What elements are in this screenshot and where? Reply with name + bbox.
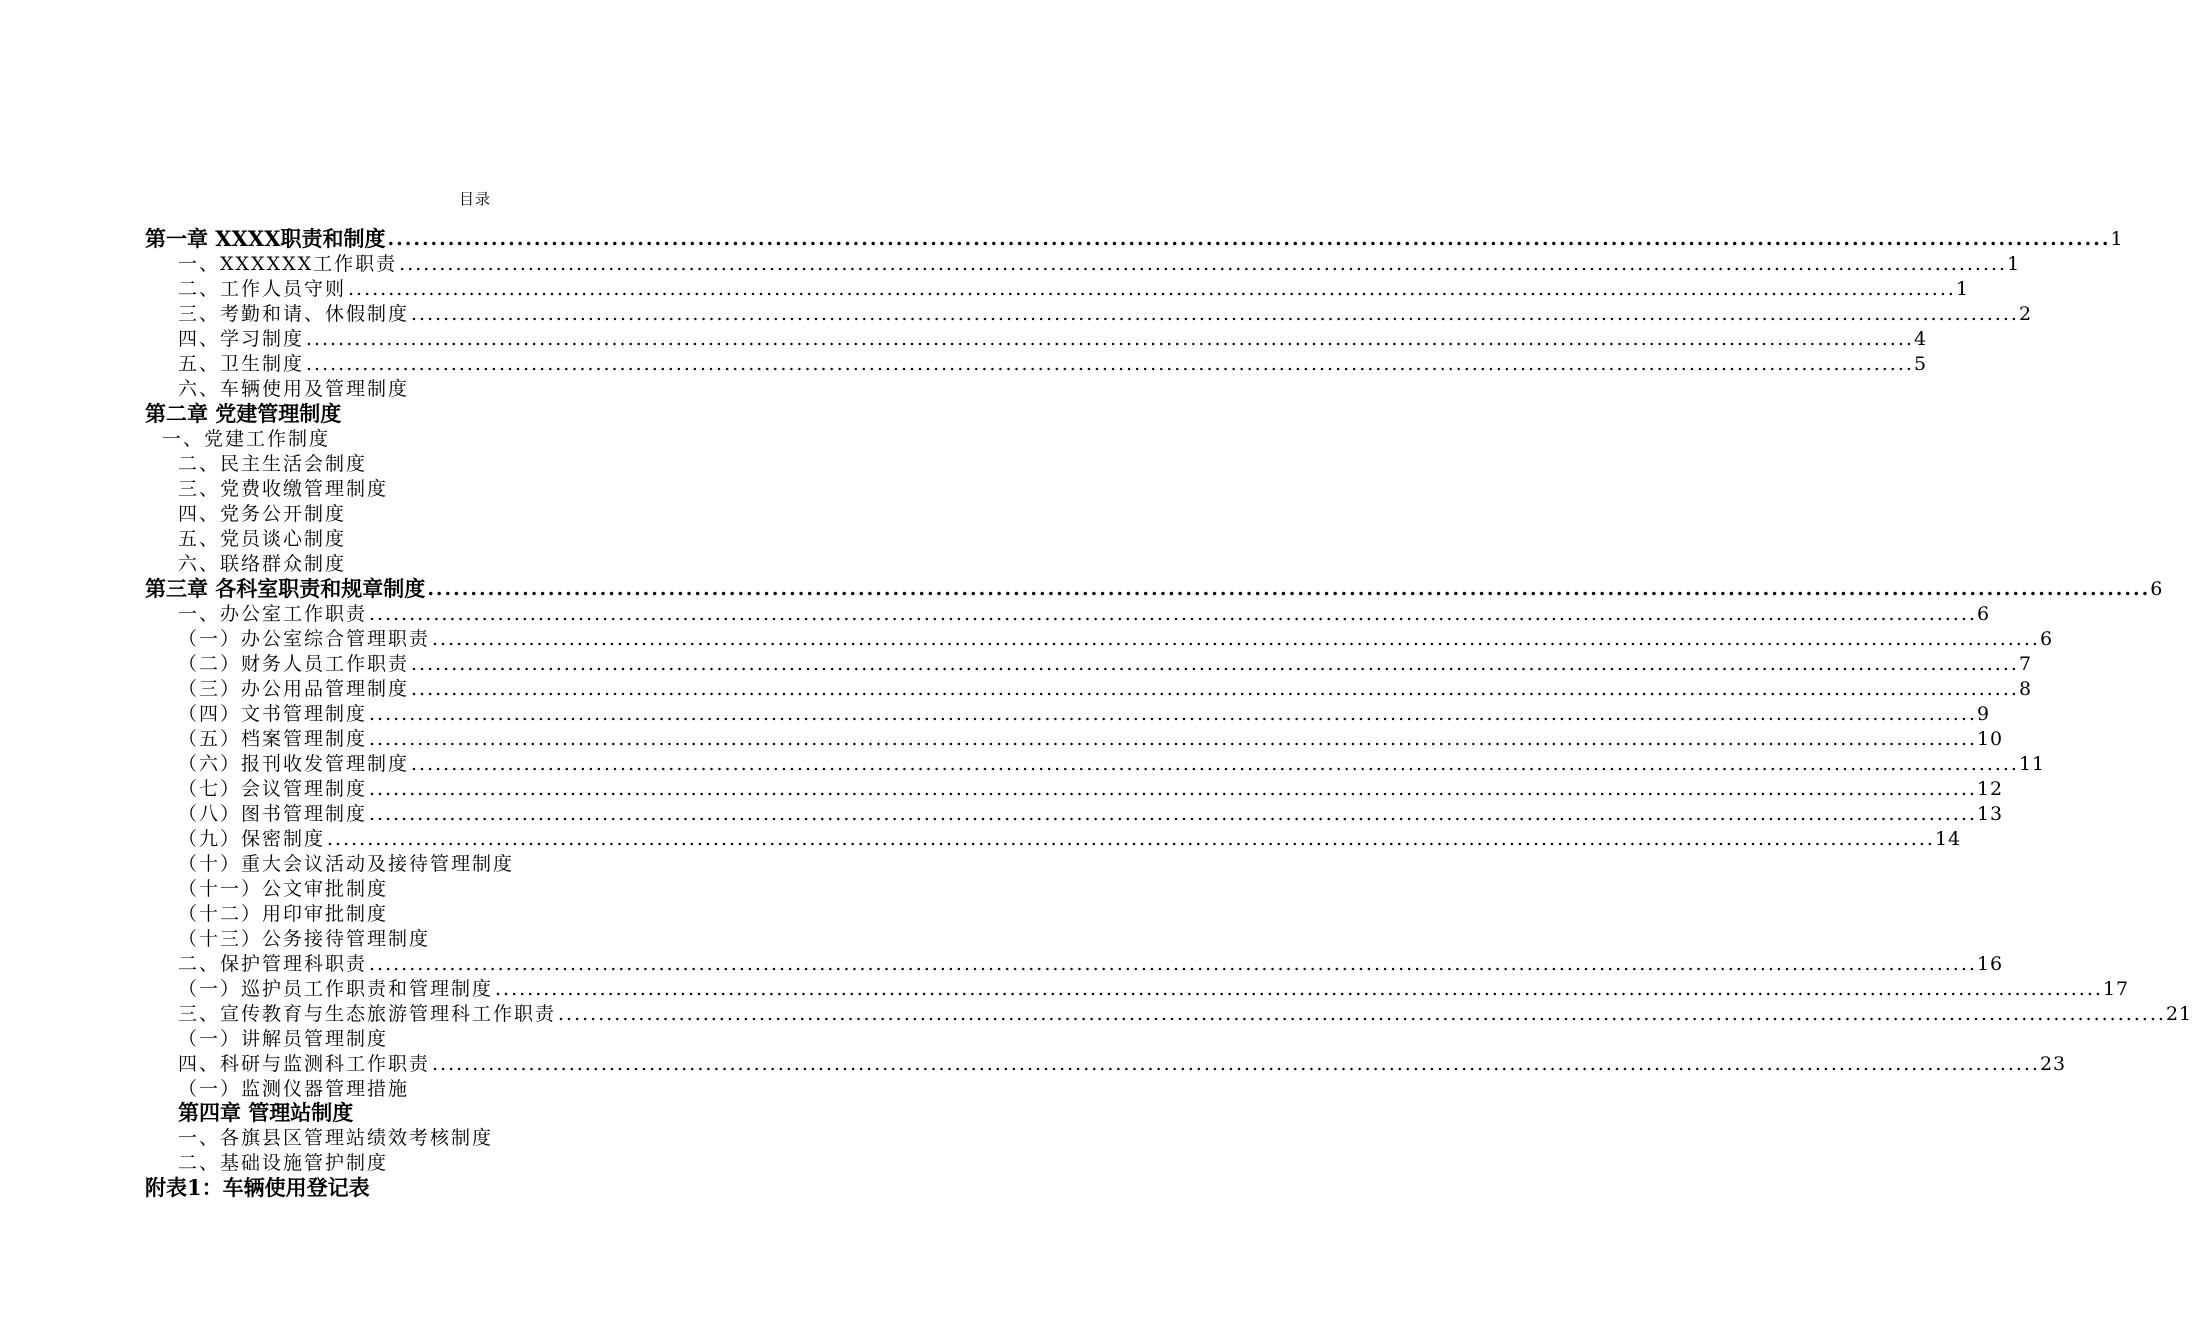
toc-leader-dots: ........................................................................................................................................................................................................ [411,678,2019,700]
toc-page-number: 23 [2039,1053,2067,1075]
toc-section-entry[interactable] [178,624,2054,650]
toc-entry-text: 二、基础设施管护制度 [178,1152,389,1174]
toc-section-entry[interactable] [178,274,1970,300]
toc-page-number: 10 [1976,728,2004,750]
toc-entry-text: 二、保护管理科职责 [178,953,368,975]
toc-section-entry[interactable] [178,699,1991,725]
toc-page-number: 5 [1913,353,1928,375]
toc-section-entry[interactable] [178,924,430,949]
toc-section-entry[interactable] [178,549,346,574]
toc-leader-dots: ........................................................................................................................................................................................................ [399,253,2008,275]
toc-section-entry[interactable] [178,349,1928,375]
toc-leader-dots: ........................................................................................................................................................................................................ [306,328,1914,350]
toc-entry-text: （一）巡护员工作职责和管理制度 [178,978,494,1000]
toc-chapter-entry[interactable] [178,1098,353,1123]
toc-leader-dots: ........................................................................................................................................................................................................ [432,1053,2040,1075]
toc-page-number: 13 [1976,803,2004,825]
toc-section-entry[interactable] [178,849,514,874]
toc-leader-dots: ........................................................................................................................................................................................................ [387,228,2111,250]
toc-entry-text: 三、考勤和请、休假制度 [178,303,410,325]
toc-entry-text: 一、各旗县区管理站绩效考核制度 [178,1127,494,1149]
toc-chapter-entry[interactable] [145,574,2164,601]
toc-title: 目录 [458,190,491,208]
toc-entry-text: （一）监测仪器管理措施 [178,1078,410,1100]
toc-entry-text: 一、办公室工作职责 [178,603,368,625]
toc-entry-text: （八）图书管理制度 [178,803,368,825]
toc-page-number: 14 [1934,828,1962,850]
toc-section-entry[interactable] [178,524,346,549]
toc-entry-text: 四、科研与监测科工作职责 [178,1053,431,1075]
toc-section-entry[interactable] [178,1049,2067,1075]
toc-section-entry[interactable] [178,649,2033,675]
toc-leader-dots: ........................................................................................................................................................................................................ [369,728,1977,750]
toc-entry-text: 第一章 XXXX职责和制度 [145,226,386,251]
toc-entry-text: （五）档案管理制度 [178,728,368,750]
toc-leader-dots: ........................................................................................................................................................................................................ [327,828,1935,850]
toc-section-entry[interactable] [178,499,346,524]
toc-section-entry[interactable] [178,774,2004,800]
toc-leader-dots: ........................................................................................................................................................................................................ [369,778,1977,800]
toc-leader-dots: ........................................................................................................................................................................................................ [432,628,2040,650]
toc-entry-text: （四）文书管理制度 [178,703,368,725]
toc-section-entry[interactable] [178,1148,388,1173]
toc-leader-dots: ........................................................................................................................................................................................................ [427,578,2151,600]
toc-section-entry[interactable] [178,974,2130,1000]
toc-page-number: 6 [1976,603,1991,625]
toc-page-number: 4 [1913,328,1928,350]
toc-section-entry[interactable] [178,899,388,924]
toc-page-number: 11 [2018,753,2046,775]
toc-leader-dots: ........................................................................................................................................................................................................ [369,703,1977,725]
toc-entry-text: 附表1：车辆使用登记表 [145,1175,370,1200]
toc-leader-dots: ........................................................................................................................................................................................................ [369,953,1977,975]
toc-page-number: 16 [1976,953,2004,975]
toc-page-number: 12 [1976,778,2004,800]
toc-leader-dots: ........................................................................................................................................................................................................ [411,653,2019,675]
toc-entry-text: （九）保密制度 [178,828,326,850]
toc-section-entry[interactable] [178,324,1928,350]
toc-section-entry[interactable] [178,749,2046,775]
toc-section-entry[interactable] [178,824,1962,850]
toc-section-entry[interactable] [178,999,2192,1025]
toc-chapter-entry[interactable] [145,399,341,424]
toc-page-number: 6 [2150,578,2164,600]
toc-entry-text: 三、党费收缴管理制度 [178,478,389,500]
toc-entry-text: （十一）公文审批制度 [178,878,389,900]
toc-entry-text: 三、宣传教育与生态旅游管理科工作职责 [178,1003,557,1025]
toc-section-entry[interactable] [178,949,2004,975]
toc-entry-text: 第二章 党建管理制度 [145,401,342,426]
toc-page-number: 6 [2039,628,2054,650]
toc-section-entry[interactable] [178,874,388,899]
toc-section-entry[interactable] [178,374,409,399]
toc-leader-dots: ........................................................................................................................................................................................................ [411,753,2019,775]
toc-section-entry[interactable] [178,299,2033,325]
toc-leader-dots: ........................................................................................................................................................................................................ [348,278,1956,300]
toc-entry-text: 第三章 各科室职责和规章制度 [145,576,426,601]
toc-section-entry[interactable] [178,1024,388,1049]
toc-section-entry[interactable] [178,1123,493,1148]
toc-section-entry[interactable] [178,474,388,499]
toc-section-entry[interactable] [178,599,1991,625]
toc-entry-text: （一）办公室综合管理职责 [178,628,431,650]
toc-leader-dots: ........................................................................................................................................................................................................ [369,603,1977,625]
toc-page-number: 7 [2018,653,2033,675]
toc-entry-text: （七）会议管理制度 [178,778,368,800]
toc-section-entry[interactable] [178,674,2033,700]
toc-leader-dots: ........................................................................................................................................................................................................ [495,978,2103,1000]
toc-entry-text: 二、工作人员守则 [178,278,347,300]
toc-chapter-entry[interactable] [145,1173,370,1198]
toc-page-number: 9 [1976,703,1991,725]
toc-leader-dots: ........................................................................................................................................................................................................ [558,1003,2166,1025]
toc-entry-text: 五、卫生制度 [178,353,305,375]
toc-section-entry[interactable] [178,249,2021,275]
toc-entry-text: （十三）公务接待管理制度 [178,928,431,950]
toc-entry-text: 六、联络群众制度 [178,553,347,575]
toc-page-number: 2 [2018,303,2033,325]
toc-entry-text: 五、党员谈心制度 [178,528,347,550]
toc-page-number: 8 [2018,678,2033,700]
toc-entry-text: 第四章 管理站制度 [178,1100,354,1125]
toc-page-number: 1 [2110,228,2124,250]
toc-page-number: 17 [2102,978,2130,1000]
toc-section-entry[interactable] [178,724,2004,750]
toc-leader-dots: ........................................................................................................................................................................................................ [411,303,2019,325]
toc-section-entry[interactable] [162,424,330,449]
toc-entry-text: （一）讲解员管理制度 [178,1028,389,1050]
toc-entry-text: （二）财务人员工作职责 [178,653,410,675]
toc-section-entry[interactable] [178,449,367,474]
toc-entry-text: 二、民主生活会制度 [178,453,368,475]
toc-entry-text: 四、党务公开制度 [178,503,347,525]
toc-section-entry[interactable] [178,799,2004,825]
toc-entry-text: 一、党建工作制度 [162,428,331,450]
toc-leader-dots: ........................................................................................................................................................................................................ [306,353,1914,375]
toc-entry-text: （六）报刊收发管理制度 [178,753,410,775]
toc-entry-text: （十二）用印审批制度 [178,903,389,925]
toc-chapter-entry[interactable] [145,224,2124,251]
toc-page-number: 21 [2165,1003,2192,1025]
toc-entry-text: 四、学习制度 [178,328,305,350]
toc-leader-dots: ........................................................................................................................................................................................................ [369,803,1977,825]
toc-entry-text: （十）重大会议活动及接待管理制度 [178,853,515,875]
toc-entry-text: 六、车辆使用及管理制度 [178,378,410,400]
toc-entry-text: 一、XXXXXX工作职责 [178,253,398,275]
toc-entry-text: （三）办公用品管理制度 [178,678,410,700]
toc-section-entry[interactable] [178,1074,409,1099]
toc-page-number: 1 [2007,253,2021,275]
toc-page-number: 1 [1955,278,1970,300]
